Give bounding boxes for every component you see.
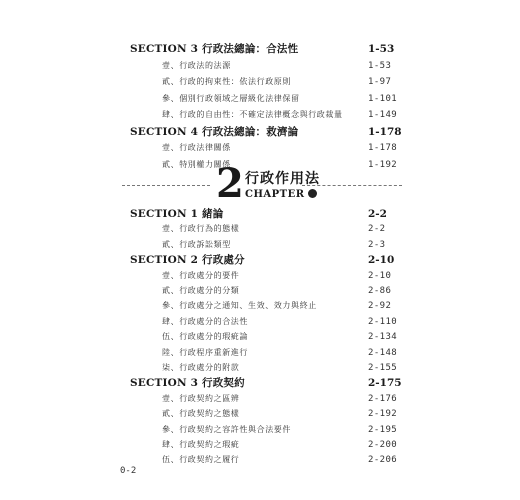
toc-section <box>0 252 520 268</box>
item-page: 1-53 <box>368 60 392 71</box>
item-label: 伍、行政處分的瑕疵論 <box>162 332 248 342</box>
item-label: 肆、行政處分的合法性 <box>162 316 248 326</box>
item-label: 陸、行政程序重新進行 <box>162 347 248 357</box>
toc-item <box>0 74 520 90</box>
toc-item <box>0 107 520 123</box>
section-title: SECTION 2 行政處分 <box>130 254 245 267</box>
item-label: 壹、行政法律關係 <box>162 143 231 152</box>
toc-item <box>0 329 520 345</box>
item-label: 貳、特別權力關係 <box>162 159 231 169</box>
toc-item <box>0 345 520 361</box>
item-page: 1-101 <box>368 93 398 104</box>
item-page: 2-110 <box>368 316 398 327</box>
item-label: 參、個別行政領域之層級化法律保留 <box>162 93 300 103</box>
section-page: 1-178 <box>368 125 402 138</box>
section-title: SECTION 1 緒論 <box>130 208 224 220</box>
item-label: 伍、行政契約之履行 <box>162 455 240 465</box>
toc-section <box>0 41 520 57</box>
toc-section <box>0 124 520 140</box>
chapter-subtitle <box>245 189 317 200</box>
toc-item <box>0 437 520 453</box>
toc-item <box>0 283 520 299</box>
toc-item <box>0 406 520 422</box>
item-label: 肆、行政契約之瑕疵 <box>162 440 240 449</box>
item-label: 肆、行政的自由性：不確定法律概念與行政裁量 <box>162 110 343 119</box>
item-page: 2-148 <box>368 347 398 358</box>
item-page: 1-178 <box>368 143 398 153</box>
toc-item <box>0 391 520 407</box>
toc-section <box>0 206 520 222</box>
item-page: 2-195 <box>368 424 398 435</box>
item-label: 貳、行政訴訟類型 <box>162 239 231 249</box>
bullet-icon <box>308 189 317 198</box>
item-page: 2-155 <box>368 363 398 373</box>
toc-item <box>0 221 520 237</box>
item-page: 2-92 <box>368 301 392 312</box>
item-page: 2-206 <box>368 455 398 466</box>
toc-item <box>0 140 520 156</box>
item-label: 壹、行政法的法源 <box>162 60 231 70</box>
section-title: SECTION 3 行政法總論：合法性 <box>130 43 299 55</box>
section-page: 2-10 <box>368 254 395 267</box>
divider-left <box>122 185 210 186</box>
toc-section <box>0 375 520 391</box>
item-page: 1-149 <box>368 110 398 120</box>
item-page: 2-3 <box>368 239 386 250</box>
item-page: 2-10 <box>368 270 392 281</box>
item-page: 2-192 <box>368 409 398 420</box>
item-page: 2-200 <box>368 440 398 450</box>
toc-item <box>0 157 520 173</box>
item-page: 2-2 <box>368 224 386 235</box>
toc-item <box>0 237 520 253</box>
chapter-title: 行政作用法 <box>245 171 320 187</box>
section-page: 2-2 <box>368 208 387 220</box>
toc-item <box>0 452 520 468</box>
chapter-label: CHAPTER <box>245 189 305 200</box>
item-page: 2-134 <box>368 332 398 343</box>
toc-item <box>0 422 520 438</box>
toc-item <box>0 58 520 74</box>
toc-item <box>0 91 520 107</box>
item-label: 參、行政處分之通知、生效、效力與終止 <box>162 301 317 311</box>
item-page: 1-97 <box>368 77 392 87</box>
item-label: 柒、行政處分的附款 <box>162 363 240 372</box>
section-page: 2-175 <box>368 377 402 390</box>
item-label: 貳、行政處分的分類 <box>162 286 240 295</box>
item-label: 參、行政契約之容許性與合法要件 <box>162 424 291 434</box>
item-label: 壹、行政行為的態樣 <box>162 224 240 234</box>
toc-item <box>0 314 520 330</box>
toc-item <box>0 360 520 376</box>
item-page: 1-192 <box>368 159 398 170</box>
section-title: SECTION 3 行政契約 <box>130 377 245 390</box>
chapter-number: 2 <box>216 160 244 207</box>
item-page: 2-176 <box>368 393 398 404</box>
toc-item <box>0 298 520 314</box>
item-label: 貳、行政的拘束性：依法行政原則 <box>162 77 291 86</box>
section-title: SECTION 4 行政法總論：救濟論 <box>130 125 299 138</box>
item-label: 貳、行政契約之態樣 <box>162 409 240 419</box>
item-label: 壹、行政處分的要件 <box>162 270 240 280</box>
item-page: 2-86 <box>368 286 392 296</box>
section-page: 1-53 <box>368 43 395 55</box>
divider-right <box>302 185 402 186</box>
item-label: 壹、行政契約之區辨 <box>162 393 240 403</box>
page-number: 0-2 <box>120 466 137 476</box>
toc-item <box>0 268 520 284</box>
